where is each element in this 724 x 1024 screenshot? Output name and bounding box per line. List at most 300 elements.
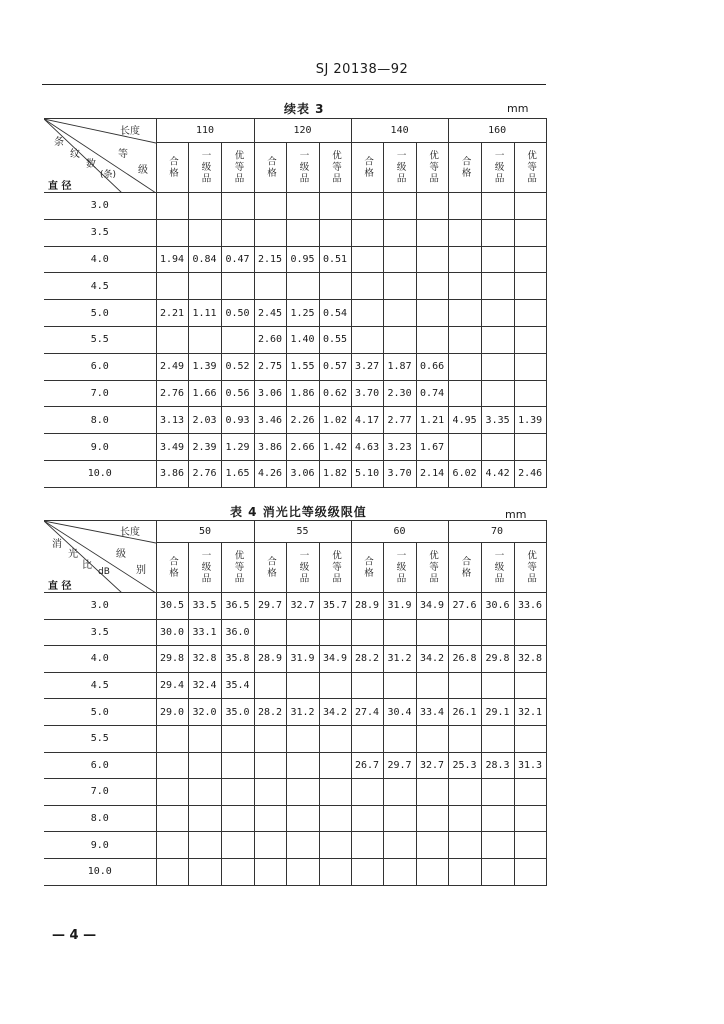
value-cell: 0.66 xyxy=(416,353,448,380)
table4-length-55: 55 xyxy=(254,521,351,543)
value-cell xyxy=(514,353,546,380)
page-number: — 4 — xyxy=(52,928,97,943)
value-cell: 2.26 xyxy=(286,407,319,434)
value-cell xyxy=(188,193,221,220)
value-cell xyxy=(254,219,286,246)
value-cell xyxy=(514,273,546,300)
value-cell xyxy=(383,858,416,885)
table4-corner-diameter: 直 径 xyxy=(48,581,72,592)
table-row xyxy=(44,832,546,859)
value-cell: 34.2 xyxy=(319,699,351,726)
value-cell xyxy=(383,725,416,752)
value-cell xyxy=(254,832,286,859)
table4-corner-bi: 比 xyxy=(82,560,92,571)
value-cell xyxy=(351,193,383,220)
diameter-cell: 4.5 xyxy=(44,672,156,699)
value-cell xyxy=(383,619,416,646)
value-cell xyxy=(514,805,546,832)
value-cell xyxy=(286,273,319,300)
value-cell xyxy=(351,805,383,832)
value-cell: 29.0 xyxy=(156,699,188,726)
value-cell xyxy=(416,725,448,752)
value-cell: 4.63 xyxy=(351,434,383,461)
value-cell xyxy=(416,219,448,246)
diameter-cell: 4.0 xyxy=(44,646,156,673)
value-cell xyxy=(351,832,383,859)
value-cell: 3.27 xyxy=(351,353,383,380)
value-cell xyxy=(514,246,546,273)
value-cell: 0.52 xyxy=(221,353,254,380)
value-cell xyxy=(254,725,286,752)
table4-corner-header xyxy=(44,521,156,593)
table3-corner-wen: 纹 xyxy=(70,149,80,160)
value-cell: 30.6 xyxy=(481,593,514,620)
value-cell: 28.2 xyxy=(351,646,383,673)
value-cell xyxy=(188,805,221,832)
table3-length-110: 110 xyxy=(156,119,254,143)
value-cell xyxy=(416,326,448,353)
table3-grade-superior: 优等品 xyxy=(416,143,448,193)
value-cell: 2.30 xyxy=(383,380,416,407)
table-row xyxy=(44,434,546,461)
value-cell: 31.3 xyxy=(514,752,546,779)
value-cell: 36.5 xyxy=(221,593,254,620)
table3-grade-superior: 优等品 xyxy=(221,143,254,193)
value-cell: 0.84 xyxy=(188,246,221,273)
value-cell xyxy=(351,300,383,327)
table-row xyxy=(44,300,546,327)
value-cell xyxy=(481,246,514,273)
table3-length-120: 120 xyxy=(254,119,351,143)
value-cell xyxy=(221,858,254,885)
value-cell: 29.8 xyxy=(481,646,514,673)
value-cell xyxy=(416,832,448,859)
value-cell: 1.55 xyxy=(286,353,319,380)
table-row xyxy=(44,246,546,273)
value-cell xyxy=(481,779,514,806)
value-cell xyxy=(286,779,319,806)
value-cell xyxy=(448,273,481,300)
value-cell xyxy=(286,219,319,246)
table3-corner-length-label: 长度 xyxy=(120,126,140,137)
value-cell xyxy=(448,300,481,327)
table4-grade-first: 一级品 xyxy=(286,543,319,593)
value-cell: 33.5 xyxy=(188,593,221,620)
table3-corner-tiao: 条 xyxy=(54,137,64,148)
value-cell xyxy=(514,193,546,220)
table4-grade-pass: 合格 xyxy=(254,543,286,593)
value-cell: 3.86 xyxy=(156,460,188,487)
table3-grade-first: 一级品 xyxy=(481,143,514,193)
table3-length-140: 140 xyxy=(351,119,448,143)
value-cell: 30.5 xyxy=(156,593,188,620)
table3 xyxy=(44,118,547,488)
diameter-cell: 5.5 xyxy=(44,725,156,752)
value-cell: 0.54 xyxy=(319,300,351,327)
value-cell xyxy=(221,779,254,806)
value-cell xyxy=(383,273,416,300)
value-cell: 32.7 xyxy=(416,752,448,779)
table4-unit: mm xyxy=(505,508,527,521)
value-cell: 3.70 xyxy=(383,460,416,487)
value-cell: 2.77 xyxy=(383,407,416,434)
table3-grade-pass: 合格 xyxy=(351,143,383,193)
value-cell xyxy=(254,619,286,646)
table3-grade-first: 一级品 xyxy=(383,143,416,193)
table-row xyxy=(44,779,546,806)
value-cell xyxy=(188,779,221,806)
value-cell: 26.8 xyxy=(448,646,481,673)
value-cell: 28.2 xyxy=(254,699,286,726)
value-cell: 2.03 xyxy=(188,407,221,434)
table4-length-60: 60 xyxy=(351,521,448,543)
table4-grade-superior: 优等品 xyxy=(221,543,254,593)
value-cell xyxy=(319,672,351,699)
value-cell: 35.4 xyxy=(221,672,254,699)
value-cell: 32.7 xyxy=(286,593,319,620)
value-cell: 2.45 xyxy=(254,300,286,327)
value-cell: 2.75 xyxy=(254,353,286,380)
table3-corner-header xyxy=(44,119,156,193)
value-cell xyxy=(188,752,221,779)
value-cell xyxy=(156,326,188,353)
table3-grade-pass: 合格 xyxy=(254,143,286,193)
value-cell: 3.23 xyxy=(383,434,416,461)
value-cell: 2.39 xyxy=(188,434,221,461)
table-row xyxy=(44,460,546,487)
table4-grade-pass: 合格 xyxy=(156,543,188,593)
value-cell xyxy=(383,672,416,699)
value-cell: 1.65 xyxy=(221,460,254,487)
diameter-cell: 5.0 xyxy=(44,699,156,726)
value-cell: 1.86 xyxy=(286,380,319,407)
value-cell xyxy=(188,858,221,885)
table3-grade-superior: 优等品 xyxy=(319,143,351,193)
value-cell: 1.94 xyxy=(156,246,188,273)
value-cell: 1.82 xyxy=(319,460,351,487)
value-cell xyxy=(286,805,319,832)
value-cell xyxy=(383,805,416,832)
table4-grade-first: 一级品 xyxy=(188,543,221,593)
value-cell: 0.62 xyxy=(319,380,351,407)
value-cell: 35.8 xyxy=(221,646,254,673)
value-cell xyxy=(351,219,383,246)
table4-corner-length-label: 长度 xyxy=(120,527,140,538)
table3-unit: mm xyxy=(507,102,529,115)
value-cell: 3.13 xyxy=(156,407,188,434)
value-cell xyxy=(481,805,514,832)
value-cell: 26.1 xyxy=(448,699,481,726)
value-cell: 30.4 xyxy=(383,699,416,726)
value-cell xyxy=(481,434,514,461)
value-cell xyxy=(416,672,448,699)
value-cell xyxy=(319,858,351,885)
value-cell xyxy=(514,725,546,752)
standard-number: SJ 20138—92 xyxy=(315,62,409,77)
value-cell xyxy=(188,219,221,246)
value-cell xyxy=(514,326,546,353)
value-cell xyxy=(156,832,188,859)
value-cell xyxy=(514,380,546,407)
value-cell xyxy=(514,779,546,806)
value-cell: 31.9 xyxy=(383,593,416,620)
value-cell xyxy=(481,619,514,646)
value-cell xyxy=(481,858,514,885)
value-cell xyxy=(448,193,481,220)
table3-grade-first: 一级品 xyxy=(286,143,319,193)
value-cell xyxy=(156,725,188,752)
value-cell xyxy=(286,193,319,220)
table-row xyxy=(44,699,546,726)
value-cell: 32.0 xyxy=(188,699,221,726)
value-cell xyxy=(448,219,481,246)
value-cell: 0.55 xyxy=(319,326,351,353)
value-cell xyxy=(514,434,546,461)
value-cell xyxy=(448,858,481,885)
value-cell xyxy=(156,779,188,806)
value-cell xyxy=(481,672,514,699)
value-cell: 0.47 xyxy=(221,246,254,273)
value-cell: 1.02 xyxy=(319,407,351,434)
value-cell xyxy=(351,619,383,646)
value-cell: 30.0 xyxy=(156,619,188,646)
value-cell: 0.95 xyxy=(286,246,319,273)
value-cell: 32.1 xyxy=(514,699,546,726)
table4-corner-xiao: 消 xyxy=(52,539,62,550)
value-cell xyxy=(383,300,416,327)
value-cell: 3.46 xyxy=(254,407,286,434)
value-cell: 27.4 xyxy=(351,699,383,726)
value-cell xyxy=(448,434,481,461)
diameter-cell: 3.5 xyxy=(44,219,156,246)
value-cell xyxy=(188,725,221,752)
value-cell xyxy=(514,858,546,885)
diameter-cell: 7.0 xyxy=(44,779,156,806)
table3-grade-first: 一级品 xyxy=(188,143,221,193)
value-cell xyxy=(514,672,546,699)
value-cell: 2.76 xyxy=(188,460,221,487)
table3-grade-pass: 合格 xyxy=(448,143,481,193)
value-cell xyxy=(319,805,351,832)
value-cell: 36.0 xyxy=(221,619,254,646)
value-cell: 29.4 xyxy=(156,672,188,699)
value-cell: 34.9 xyxy=(319,646,351,673)
value-cell xyxy=(481,326,514,353)
value-cell: 35.0 xyxy=(221,699,254,726)
value-cell xyxy=(383,219,416,246)
value-cell xyxy=(319,752,351,779)
value-cell xyxy=(448,326,481,353)
value-cell: 2.49 xyxy=(156,353,188,380)
value-cell xyxy=(383,326,416,353)
value-cell: 29.7 xyxy=(383,752,416,779)
value-cell xyxy=(254,672,286,699)
value-cell xyxy=(351,246,383,273)
value-cell xyxy=(481,832,514,859)
table-row xyxy=(44,858,546,885)
value-cell: 27.6 xyxy=(448,593,481,620)
value-cell: 34.9 xyxy=(416,593,448,620)
value-cell: 1.87 xyxy=(383,353,416,380)
table4-corner-guang: 光 xyxy=(68,549,78,560)
value-cell xyxy=(286,672,319,699)
value-cell xyxy=(319,832,351,859)
value-cell xyxy=(383,193,416,220)
value-cell: 29.8 xyxy=(156,646,188,673)
value-cell xyxy=(254,858,286,885)
diameter-cell: 9.0 xyxy=(44,832,156,859)
value-cell: 1.29 xyxy=(221,434,254,461)
value-cell xyxy=(156,752,188,779)
value-cell xyxy=(351,725,383,752)
table4-grade-superior: 优等品 xyxy=(416,543,448,593)
value-cell: 28.3 xyxy=(481,752,514,779)
table3-corner-grade1: 等 xyxy=(118,149,128,160)
value-cell xyxy=(221,193,254,220)
table4-grade-superior: 优等品 xyxy=(319,543,351,593)
table3-corner-count: 数 xyxy=(86,159,96,170)
value-cell xyxy=(286,858,319,885)
value-cell xyxy=(448,619,481,646)
value-cell: 25.3 xyxy=(448,752,481,779)
value-cell: 4.26 xyxy=(254,460,286,487)
value-cell xyxy=(448,779,481,806)
diameter-cell: 5.0 xyxy=(44,300,156,327)
value-cell xyxy=(254,779,286,806)
value-cell: 2.15 xyxy=(254,246,286,273)
value-cell xyxy=(416,300,448,327)
value-cell xyxy=(221,805,254,832)
value-cell: 34.2 xyxy=(416,646,448,673)
value-cell: 4.42 xyxy=(481,460,514,487)
value-cell: 2.76 xyxy=(156,380,188,407)
table-row xyxy=(44,380,546,407)
value-cell: 3.49 xyxy=(156,434,188,461)
value-cell: 0.74 xyxy=(416,380,448,407)
value-cell xyxy=(481,193,514,220)
value-cell xyxy=(286,619,319,646)
diameter-cell: 3.0 xyxy=(44,193,156,220)
value-cell xyxy=(319,619,351,646)
value-cell: 1.11 xyxy=(188,300,221,327)
value-cell xyxy=(383,832,416,859)
diameter-cell: 6.0 xyxy=(44,353,156,380)
value-cell: 1.21 xyxy=(416,407,448,434)
value-cell xyxy=(254,752,286,779)
diameter-cell: 7.0 xyxy=(44,380,156,407)
value-cell xyxy=(351,273,383,300)
value-cell xyxy=(514,300,546,327)
value-cell: 2.66 xyxy=(286,434,319,461)
value-cell: 2.46 xyxy=(514,460,546,487)
value-cell xyxy=(188,326,221,353)
value-cell: 29.7 xyxy=(254,593,286,620)
value-cell: 2.21 xyxy=(156,300,188,327)
table-row xyxy=(44,805,546,832)
value-cell xyxy=(481,353,514,380)
value-cell: 0.50 xyxy=(221,300,254,327)
value-cell: 3.06 xyxy=(254,380,286,407)
value-cell: 1.66 xyxy=(188,380,221,407)
value-cell xyxy=(221,219,254,246)
table3-corner-grade2: 级 xyxy=(138,165,148,176)
value-cell: 1.25 xyxy=(286,300,319,327)
table-row xyxy=(44,725,546,752)
table4-grade-first: 一级品 xyxy=(481,543,514,593)
value-cell: 3.06 xyxy=(286,460,319,487)
table3-corner-diameter: 直 径 xyxy=(48,181,72,192)
table-row xyxy=(44,752,546,779)
value-cell xyxy=(286,752,319,779)
value-cell: 1.40 xyxy=(286,326,319,353)
value-cell xyxy=(416,246,448,273)
value-cell xyxy=(319,725,351,752)
value-cell: 1.39 xyxy=(188,353,221,380)
value-cell: 28.9 xyxy=(254,646,286,673)
value-cell xyxy=(221,725,254,752)
value-cell: 0.56 xyxy=(221,380,254,407)
table3-caption: 续表 3 xyxy=(284,102,325,116)
value-cell: 6.02 xyxy=(448,460,481,487)
table-row xyxy=(44,593,546,620)
value-cell: 26.7 xyxy=(351,752,383,779)
value-cell xyxy=(351,858,383,885)
value-cell xyxy=(481,300,514,327)
value-cell: 4.95 xyxy=(448,407,481,434)
diameter-cell: 4.5 xyxy=(44,273,156,300)
diameter-cell: 3.0 xyxy=(44,593,156,620)
diameter-cell: 8.0 xyxy=(44,407,156,434)
value-cell: 1.67 xyxy=(416,434,448,461)
value-cell xyxy=(351,779,383,806)
value-cell: 3.70 xyxy=(351,380,383,407)
value-cell xyxy=(351,672,383,699)
diameter-cell: 9.0 xyxy=(44,434,156,461)
table-row xyxy=(44,407,546,434)
table4-length-50: 50 xyxy=(156,521,254,543)
value-cell: 0.51 xyxy=(319,246,351,273)
value-cell xyxy=(481,725,514,752)
value-cell xyxy=(221,326,254,353)
value-cell: 2.60 xyxy=(254,326,286,353)
value-cell xyxy=(416,193,448,220)
value-cell: 3.86 xyxy=(254,434,286,461)
value-cell xyxy=(286,832,319,859)
value-cell: 31.9 xyxy=(286,646,319,673)
table3-grade-pass: 合格 xyxy=(156,143,188,193)
value-cell xyxy=(416,858,448,885)
value-cell: 2.14 xyxy=(416,460,448,487)
value-cell xyxy=(319,193,351,220)
table3-length-160: 160 xyxy=(448,119,546,143)
value-cell: 29.1 xyxy=(481,699,514,726)
value-cell xyxy=(156,219,188,246)
table-row xyxy=(44,193,546,220)
diameter-cell: 10.0 xyxy=(44,858,156,885)
diameter-cell: 6.0 xyxy=(44,752,156,779)
diameter-cell: 8.0 xyxy=(44,805,156,832)
value-cell: 35.7 xyxy=(319,593,351,620)
table4-grade-first: 一级品 xyxy=(383,543,416,593)
value-cell xyxy=(514,619,546,646)
table-row xyxy=(44,353,546,380)
value-cell xyxy=(221,273,254,300)
value-cell xyxy=(351,326,383,353)
value-cell xyxy=(416,779,448,806)
value-cell: 1.39 xyxy=(514,407,546,434)
value-cell xyxy=(254,193,286,220)
table4-caption: 表 4 消光比等级级限值 xyxy=(230,505,367,519)
